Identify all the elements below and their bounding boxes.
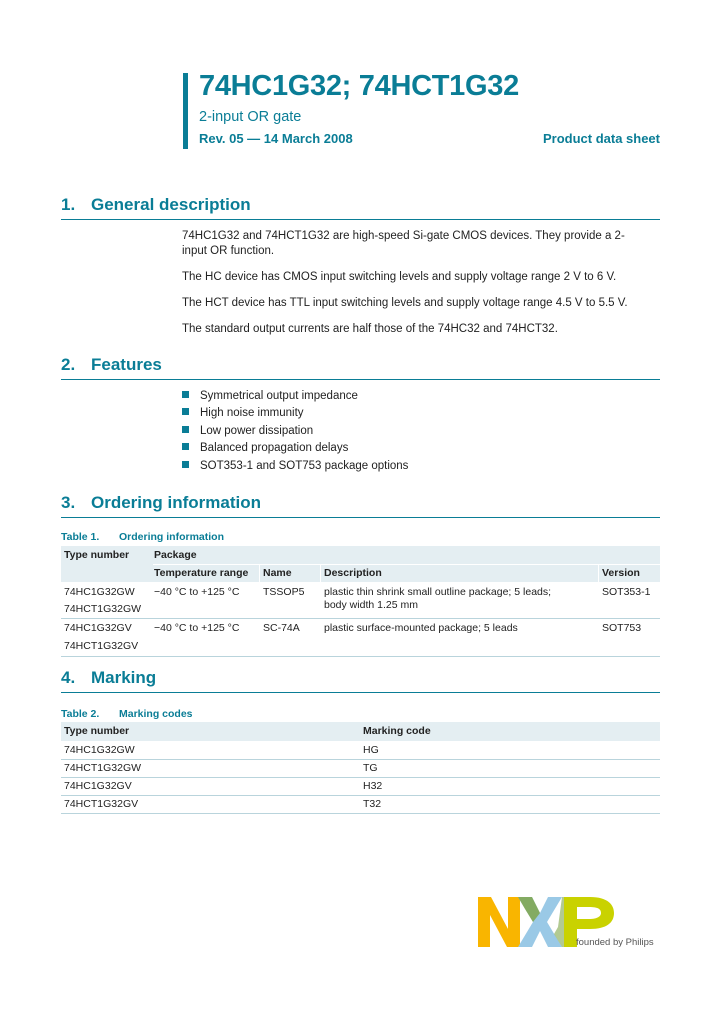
table-cell-type: 74HC1G32GW bbox=[64, 586, 135, 598]
table-caption-marking bbox=[61, 708, 193, 720]
column-header-package: Package bbox=[154, 549, 197, 561]
table-cell-description: plastic thin shrink small outline package; 5 leads; bbox=[324, 586, 552, 598]
bullet-square-icon bbox=[182, 391, 189, 398]
table-label: Table 2. bbox=[61, 708, 100, 720]
table-cell-type: 74HCT1G32GW bbox=[64, 762, 142, 774]
section-heading-features bbox=[61, 355, 660, 380]
row-divider bbox=[61, 656, 660, 657]
section-title: Ordering information bbox=[91, 493, 261, 512]
table-title: Ordering information bbox=[119, 531, 224, 543]
table-cell-type: 74HCT1G32GV bbox=[64, 640, 139, 652]
table-title: Marking codes bbox=[119, 708, 193, 720]
feature-item: Symmetrical output impedance bbox=[182, 390, 358, 402]
document-subtitle: 2-input OR gate bbox=[199, 109, 302, 125]
section-title: General description bbox=[91, 195, 251, 214]
table-header-background bbox=[61, 722, 660, 741]
bullet-square-icon bbox=[182, 408, 189, 415]
section-heading-general-description bbox=[61, 195, 660, 220]
table-cell-marking-code: HG bbox=[363, 744, 379, 756]
logo-letter-n bbox=[478, 897, 520, 947]
feature-item: Balanced propagation delays bbox=[182, 442, 348, 454]
feature-item: High noise immunity bbox=[182, 407, 304, 419]
general-paragraph-4: The standard output currents are half those of the 74HC32 and 74HCT32. bbox=[182, 323, 558, 335]
header-accent-bar bbox=[183, 73, 188, 149]
section-number: 3. bbox=[61, 493, 76, 512]
table-cell-temperature: −40 °C to +125 °C bbox=[154, 622, 240, 634]
column-header-version: Version bbox=[602, 567, 640, 579]
row-divider bbox=[61, 777, 660, 778]
marking-table bbox=[61, 722, 660, 817]
column-divider bbox=[259, 564, 260, 582]
table-caption-ordering bbox=[61, 531, 224, 543]
section-heading-ordering-information bbox=[61, 493, 660, 518]
section-heading-marking bbox=[61, 668, 660, 693]
section-number: 1. bbox=[61, 195, 76, 214]
header-divider bbox=[153, 564, 660, 565]
table-label: Table 1. bbox=[61, 531, 100, 543]
column-divider bbox=[320, 564, 321, 582]
table-cell-temperature: −40 °C to +125 °C bbox=[154, 586, 240, 598]
table-cell-type: 74HCT1G32GV bbox=[64, 798, 139, 810]
table-cell-type: 74HC1G32GV bbox=[64, 780, 132, 792]
table-cell-version: SOT353-1 bbox=[602, 586, 651, 598]
column-divider bbox=[598, 564, 599, 582]
table-cell-marking-code: TG bbox=[363, 762, 378, 774]
table-cell-type: 74HC1G32GW bbox=[64, 744, 135, 756]
table-cell-description: plastic surface-mounted package; 5 leads bbox=[324, 622, 518, 634]
table-cell-marking-code: T32 bbox=[363, 798, 382, 810]
table-cell-name: SC-74A bbox=[263, 622, 300, 634]
column-header-type-number: Type number bbox=[64, 725, 130, 737]
table-cell-name: TSSOP5 bbox=[263, 586, 305, 598]
table-cell-type: 74HC1G32GV bbox=[64, 622, 132, 634]
section-title: Features bbox=[91, 355, 162, 374]
general-paragraph-2: The HC device has CMOS input switching levels and supply voltage range 2 V to 6 V. bbox=[182, 271, 617, 283]
bullet-square-icon bbox=[182, 426, 189, 433]
nxp-logo bbox=[478, 897, 668, 957]
row-divider bbox=[61, 795, 660, 796]
column-header-type-number: Type number bbox=[64, 549, 130, 561]
table-cell-marking-code: H32 bbox=[363, 780, 383, 792]
document-title: 74HC1G32; 74HCT1G32 bbox=[199, 70, 519, 102]
bullet-square-icon bbox=[182, 461, 189, 468]
row-divider bbox=[61, 813, 660, 814]
document-revision: Rev. 05 — 14 March 2008 bbox=[199, 131, 353, 146]
feature-item: Low power dissipation bbox=[182, 425, 313, 437]
logo-tagline: founded by Philips bbox=[576, 937, 654, 948]
general-paragraph-3: The HCT device has TTL input switching levels and supply voltage range 4.5 V to 5.5 V. bbox=[182, 297, 628, 309]
ordering-table bbox=[61, 546, 660, 658]
column-header-description: Description bbox=[324, 567, 382, 579]
table-cell-description: body width 1.25 mm bbox=[324, 599, 418, 611]
column-header-name: Name bbox=[263, 567, 292, 579]
document-type: Product data sheet bbox=[542, 131, 660, 146]
general-paragraph-1: 74HC1G32 and 74HCT1G32 are high-speed Si-gate CMOS devices. They provide a 2-input OR function. bbox=[182, 230, 625, 257]
section-number: 4. bbox=[61, 668, 76, 687]
row-divider bbox=[61, 618, 660, 619]
table-cell-version: SOT753 bbox=[602, 622, 642, 634]
feature-item: SOT353-1 and SOT753 package options bbox=[182, 460, 408, 472]
bullet-square-icon bbox=[182, 443, 189, 450]
column-header-temperature-range: Temperature range bbox=[154, 567, 249, 579]
section-title: Marking bbox=[91, 668, 157, 687]
row-divider bbox=[61, 759, 660, 760]
section-number: 2. bbox=[61, 355, 76, 374]
column-header-marking-code: Marking code bbox=[363, 725, 431, 737]
table-cell-type: 74HCT1G32GW bbox=[64, 603, 142, 615]
